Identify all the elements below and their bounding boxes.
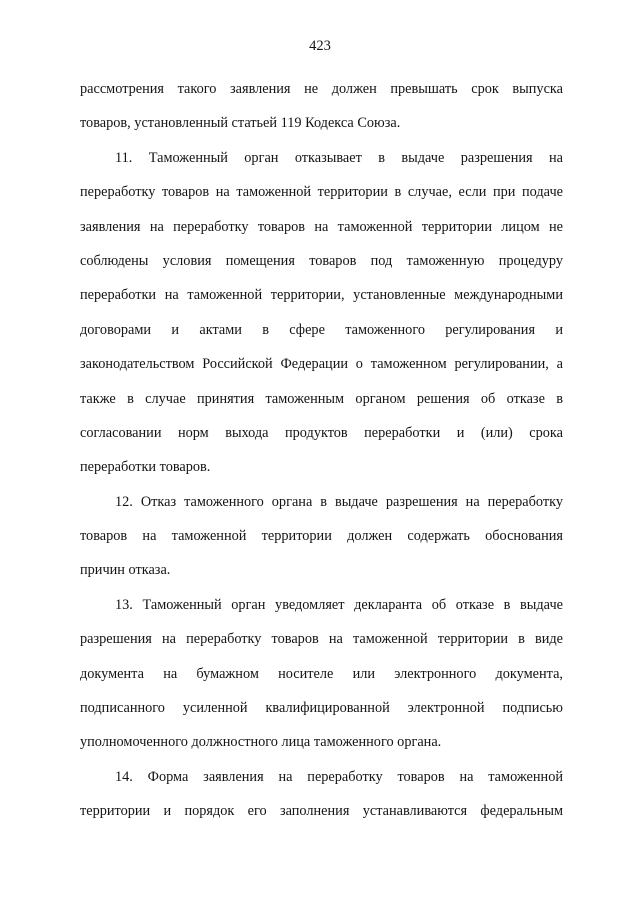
text-line: товаров, установленный статьей 119 Кодекса Союза.: [80, 115, 401, 132]
paragraph-item-11: [80, 141, 563, 485]
paragraph-item-13: [80, 588, 563, 760]
text-line: документа на бумажном носителе или электронного документа,: [80, 665, 563, 682]
paragraph-item-12: [80, 485, 563, 588]
document-body: [80, 72, 563, 829]
text-line: заявления на переработку товаров на таможенной территории лицом не: [80, 218, 563, 235]
text-line: рассмотрения такого заявления не должен превышать срок выпуска: [80, 81, 563, 97]
text-line: переработки на таможенной территории, установленные международными: [80, 287, 563, 304]
text-line: соблюдены условия помещения товаров под таможенную процедуру: [80, 252, 563, 269]
text-line: разрешения на переработку товаров на таможенной территории в виде: [80, 631, 563, 648]
text-line: 11. Таможенный орган отказывает в выдаче разрешения на: [115, 149, 563, 166]
text-line: 13. Таможенный орган уведомляет декларанта об отказе в выдаче: [115, 596, 563, 613]
text-line: 14. Форма заявления на переработку товаров на таможенной: [115, 768, 563, 785]
text-line: причин отказа.: [80, 562, 171, 579]
text-line: товаров на таможенной территории должен содержать обоснования: [80, 528, 563, 545]
text-line: переработки товаров.: [80, 459, 211, 476]
text-line: также в случае принятия таможенным органом решения об отказе в: [80, 390, 563, 407]
text-line: подписанного усиленной квалифицированной электронной подписью: [80, 700, 563, 717]
paragraph-item-14: [80, 760, 563, 829]
page-number: 423: [309, 38, 331, 54]
text-line: договорами и актами в сфере таможенного регулирования и: [80, 321, 563, 338]
text-line: переработку товаров на таможенной территории в случае, если при подаче: [80, 184, 563, 201]
text-line: согласовании норм выхода продуктов переработки и (или) срока: [80, 424, 563, 441]
paragraph-continuation: [80, 72, 563, 141]
text-line: уполномоченного должностного лица таможенного органа.: [80, 734, 442, 751]
text-line: 12. Отказ таможенного органа в выдаче разрешения на переработку: [115, 493, 563, 510]
text-line: территории и порядок его заполнения устанавливаются федеральным: [80, 803, 563, 820]
text-line: законодательством Российской Федерации о таможенном регулировании, а: [80, 356, 563, 373]
